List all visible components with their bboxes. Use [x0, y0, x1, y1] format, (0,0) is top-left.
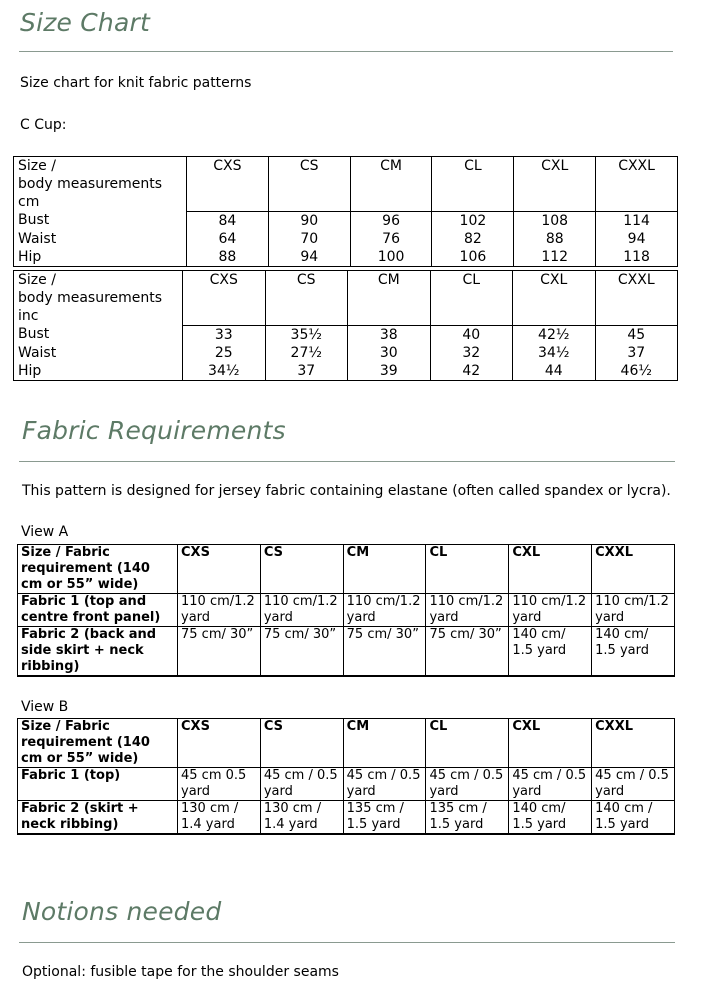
- value-cell: 94: [596, 230, 678, 248]
- value-cell: 135 cm / 1.5 yard: [343, 801, 426, 835]
- value-cell: 82: [432, 230, 514, 248]
- col-header: CXS: [178, 719, 261, 768]
- fabric-divider: [19, 461, 675, 462]
- col-header: CM: [343, 545, 426, 594]
- col-header: CL: [430, 271, 513, 326]
- col-header: CXXL: [595, 271, 678, 326]
- table-row: [14, 344, 678, 362]
- value-cell: 33: [183, 325, 266, 344]
- value-cell: 45 cm / 0.5 yard: [509, 768, 592, 801]
- value-cell: 110 cm/1.2 yard: [592, 594, 675, 627]
- value-cell: 110 cm/1.2 yard: [509, 594, 592, 627]
- table-row: [18, 768, 675, 801]
- value-cell: 84: [187, 211, 269, 230]
- col-header: CL: [426, 719, 509, 768]
- value-cell: 110 cm/1.2 yard: [426, 594, 509, 627]
- value-cell: 37: [595, 344, 678, 362]
- col-header: CXL: [514, 157, 596, 212]
- value-cell: 140 cm / 1.5 yard: [592, 801, 675, 835]
- value-cell: 27½: [265, 344, 348, 362]
- value-cell: 44: [513, 362, 596, 381]
- value-cell: 30: [348, 344, 431, 362]
- value-cell: 64: [187, 230, 269, 248]
- col-header: CM: [350, 157, 432, 212]
- col-header: CL: [426, 545, 509, 594]
- table-header-row: [14, 157, 678, 212]
- row-label: Fabric 2 (skirt + neck ribbing): [18, 801, 178, 835]
- size-header-cell: [14, 157, 187, 212]
- value-cell: 45 cm / 0.5 yard: [426, 768, 509, 801]
- value-cell: 45 cm / 0.5 yard: [592, 768, 675, 801]
- value-cell: 35½: [265, 325, 348, 344]
- size-header-line1: Size /: [18, 272, 56, 288]
- col-header: CXS: [178, 545, 261, 594]
- notions-divider: [19, 942, 675, 943]
- value-cell: 45 cm 0.5 yard: [178, 768, 261, 801]
- value-cell: 75 cm/ 30”: [426, 627, 509, 677]
- table-row: [14, 248, 678, 267]
- value-cell: 75 cm/ 30”: [178, 627, 261, 677]
- value-cell: 75 cm/ 30”: [260, 627, 343, 677]
- value-cell: 135 cm / 1.5 yard: [426, 801, 509, 835]
- size-table-inch: [13, 270, 678, 381]
- value-cell: 46½: [595, 362, 678, 381]
- size-chart-intro: Size chart for knit fabric patterns: [20, 75, 252, 91]
- col-header: CXL: [513, 271, 596, 326]
- value-cell: 114: [596, 211, 678, 230]
- value-cell: 88: [187, 248, 269, 267]
- table-row: [14, 325, 678, 344]
- notions-text: Optional: fusible tape for the shoulder seams: [22, 964, 339, 980]
- value-cell: 76: [350, 230, 432, 248]
- row-label: Hip: [14, 362, 183, 381]
- table-row: [18, 594, 675, 627]
- value-cell: 140 cm/ 1.5 yard: [509, 627, 592, 677]
- value-cell: 140 cm/ 1.5 yard: [509, 801, 592, 835]
- view-b-label: View B: [21, 699, 69, 715]
- value-cell: 45 cm / 0.5 yard: [343, 768, 426, 801]
- value-cell: 110 cm/1.2 yard: [343, 594, 426, 627]
- value-cell: 110 cm/1.2 yard: [178, 594, 261, 627]
- value-cell: 40: [430, 325, 513, 344]
- value-cell: 106: [432, 248, 514, 267]
- col-header: CXL: [509, 719, 592, 768]
- col-header: CXS: [183, 271, 266, 326]
- col-header: CL: [432, 157, 514, 212]
- fabric-requirements-heading: Fabric Requirements: [22, 416, 286, 445]
- col-header: CS: [268, 157, 350, 212]
- cup-label: C Cup:: [20, 117, 67, 133]
- row-label: Fabric 1 (top and centre front panel): [18, 594, 178, 627]
- size-table-cm: [13, 156, 678, 267]
- fabric-header-cell: Size / Fabric requirement (140 cm or 55” wide): [18, 719, 178, 768]
- col-header: CXXL: [592, 545, 675, 594]
- size-header-line2: body measurements cm: [18, 176, 163, 210]
- view-a-label: View A: [21, 524, 69, 540]
- value-cell: 45 cm / 0.5 yard: [260, 768, 343, 801]
- fabric-header-cell: Size / Fabric requirement (140 cm or 55” wide): [18, 545, 178, 594]
- row-label: Waist: [14, 230, 187, 248]
- value-cell: 130 cm / 1.4 yard: [178, 801, 261, 835]
- value-cell: 90: [268, 211, 350, 230]
- value-cell: 118: [596, 248, 678, 267]
- value-cell: 42: [430, 362, 513, 381]
- fabric-table-view-b: [17, 718, 675, 835]
- size-header-line1: Size /: [18, 158, 56, 174]
- table-row: [14, 230, 678, 248]
- value-cell: 70: [268, 230, 350, 248]
- value-cell: 32: [430, 344, 513, 362]
- value-cell: 25: [183, 344, 266, 362]
- col-header: CM: [343, 719, 426, 768]
- value-cell: 75 cm/ 30”: [343, 627, 426, 677]
- size-chart-heading: Size Chart: [20, 8, 150, 37]
- value-cell: 108: [514, 211, 596, 230]
- value-cell: 112: [514, 248, 596, 267]
- col-header: CXXL: [596, 157, 678, 212]
- fabric-table-view-a: [17, 544, 675, 677]
- value-cell: 37: [265, 362, 348, 381]
- row-label: Waist: [14, 344, 183, 362]
- table-row: [14, 211, 678, 230]
- col-header: CXS: [187, 157, 269, 212]
- value-cell: 34½: [183, 362, 266, 381]
- value-cell: 34½: [513, 344, 596, 362]
- row-label: Hip: [14, 248, 187, 267]
- col-header: CS: [265, 271, 348, 326]
- row-label: Fabric 2 (back and side skirt + neck ribbing): [18, 627, 178, 677]
- value-cell: 140 cm/ 1.5 yard: [592, 627, 675, 677]
- table-row: [18, 627, 675, 677]
- value-cell: 110 cm/1.2 yard: [260, 594, 343, 627]
- table-header-row: [18, 719, 675, 768]
- col-header: CXXL: [592, 719, 675, 768]
- row-label: Fabric 1 (top): [18, 768, 178, 801]
- value-cell: 45: [595, 325, 678, 344]
- col-header: CS: [260, 719, 343, 768]
- value-cell: 94: [268, 248, 350, 267]
- fabric-intro: This pattern is designed for jersey fabric containing elastane (often called spandex or lycra).: [22, 483, 671, 499]
- row-label: Bust: [14, 211, 187, 230]
- col-header: CM: [348, 271, 431, 326]
- value-cell: 88: [514, 230, 596, 248]
- notions-heading: Notions needed: [22, 897, 222, 926]
- size-header-cell: [14, 271, 183, 326]
- table-row: [18, 801, 675, 835]
- table-row: [14, 362, 678, 381]
- row-label: Bust: [14, 325, 183, 344]
- value-cell: 38: [348, 325, 431, 344]
- size-chart-divider: [19, 51, 673, 52]
- table-header-row: [18, 545, 675, 594]
- value-cell: 42½: [513, 325, 596, 344]
- value-cell: 96: [350, 211, 432, 230]
- value-cell: 130 cm / 1.4 yard: [260, 801, 343, 835]
- table-header-row: [14, 271, 678, 326]
- value-cell: 100: [350, 248, 432, 267]
- value-cell: 102: [432, 211, 514, 230]
- size-header-line2: body measurements inc: [18, 290, 163, 324]
- col-header: CXL: [509, 545, 592, 594]
- value-cell: 39: [348, 362, 431, 381]
- col-header: CS: [260, 545, 343, 594]
